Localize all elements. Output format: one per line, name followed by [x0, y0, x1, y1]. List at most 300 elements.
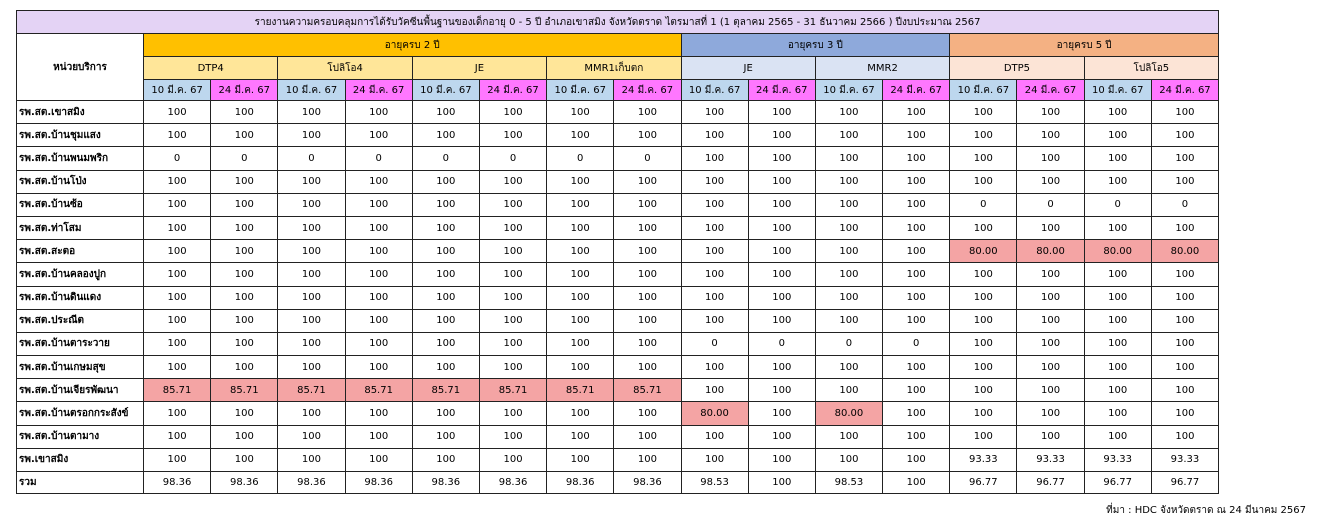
coverage-cell: 100: [412, 286, 479, 309]
coverage-cell: 98.36: [412, 472, 479, 494]
coverage-cell: 100: [883, 147, 950, 170]
coverage-cell: 100: [614, 240, 681, 263]
vaccine-dtp5: DTP5: [950, 57, 1084, 80]
coverage-cell: 100: [950, 402, 1017, 425]
coverage-cell: 100: [211, 286, 278, 309]
coverage-cell: 100: [1151, 147, 1218, 170]
coverage-cell: 100: [1151, 356, 1218, 379]
coverage-cell: 100: [1151, 170, 1218, 193]
table-row: [17, 170, 1219, 193]
coverage-cell: 100: [748, 472, 815, 494]
table-row: [17, 309, 1219, 332]
coverage-cell: 100: [479, 263, 546, 286]
coverage-cell: 100: [1017, 263, 1084, 286]
date-header-cell: 24 มี.ค. 67: [1151, 80, 1218, 101]
coverage-cell: 98.36: [614, 472, 681, 494]
coverage-cell: 100: [412, 216, 479, 239]
vaccine-mmr1: MMR1เก็บตก: [547, 57, 681, 80]
coverage-cell: 100: [1017, 101, 1084, 124]
coverage-cell: 100: [950, 263, 1017, 286]
coverage-cell: 100: [815, 356, 882, 379]
coverage-cell: 100: [412, 309, 479, 332]
coverage-cell: 100: [345, 402, 412, 425]
date-header-cell: 24 มี.ค. 67: [1017, 80, 1084, 101]
coverage-cell: 100: [278, 240, 345, 263]
coverage-cell: 100: [547, 309, 614, 332]
coverage-cell: 100: [211, 402, 278, 425]
table-row: [17, 216, 1219, 239]
coverage-cell: 100: [278, 193, 345, 216]
coverage-cell: 100: [681, 170, 748, 193]
unit-name: รพ.สต.ประณีต: [17, 309, 144, 332]
unit-name: รพ.เขาสมิง: [17, 448, 144, 471]
date-header-cell: 10 มี.ค. 67: [412, 80, 479, 101]
coverage-cell: 100: [681, 356, 748, 379]
coverage-cell: 100: [144, 286, 211, 309]
coverage-cell: 98.36: [278, 472, 345, 494]
coverage-cell: 98.53: [815, 472, 882, 494]
coverage-cell: 100: [681, 379, 748, 402]
coverage-cell: 100: [815, 425, 882, 448]
coverage-cell: 100: [1084, 286, 1151, 309]
coverage-cell: 100: [614, 286, 681, 309]
table-row: [17, 147, 1219, 170]
coverage-cell: 100: [278, 448, 345, 471]
coverage-cell: 100: [345, 356, 412, 379]
coverage-cell: 0: [681, 332, 748, 355]
coverage-cell: 100: [1151, 263, 1218, 286]
unit-name: รพ.สต.สะตอ: [17, 240, 144, 263]
coverage-table: [16, 10, 1219, 494]
coverage-cell: 100: [681, 124, 748, 147]
coverage-cell: 100: [412, 170, 479, 193]
coverage-cell: 100: [1017, 425, 1084, 448]
coverage-cell: 100: [1084, 309, 1151, 332]
coverage-cell: 100: [950, 147, 1017, 170]
coverage-cell: 100: [547, 263, 614, 286]
coverage-cell: 100: [547, 193, 614, 216]
coverage-cell: 93.33: [1151, 448, 1218, 471]
table-row: [17, 101, 1219, 124]
coverage-cell: 100: [681, 216, 748, 239]
coverage-cell: 85.71: [614, 379, 681, 402]
coverage-cell: 100: [883, 309, 950, 332]
coverage-cell: 100: [883, 286, 950, 309]
coverage-cell: 100: [278, 170, 345, 193]
coverage-cell: 100: [950, 309, 1017, 332]
coverage-cell: 100: [1017, 402, 1084, 425]
coverage-cell: 100: [547, 356, 614, 379]
coverage-cell: 100: [614, 193, 681, 216]
coverage-cell: 100: [748, 402, 815, 425]
coverage-cell: 100: [883, 379, 950, 402]
coverage-cell: 100: [748, 240, 815, 263]
coverage-cell: 100: [412, 101, 479, 124]
coverage-cell: 85.71: [144, 379, 211, 402]
coverage-cell: 100: [614, 425, 681, 448]
coverage-cell: 98.53: [681, 472, 748, 494]
coverage-cell: 98.36: [479, 472, 546, 494]
date-header-cell: 10 มี.ค. 67: [547, 80, 614, 101]
coverage-cell: 96.77: [1084, 472, 1151, 494]
coverage-cell: 93.33: [1084, 448, 1151, 471]
coverage-cell: 100: [815, 170, 882, 193]
coverage-cell: 96.77: [1017, 472, 1084, 494]
coverage-cell: 100: [211, 216, 278, 239]
coverage-cell: 100: [278, 309, 345, 332]
coverage-cell: 100: [278, 402, 345, 425]
coverage-cell: 100: [681, 263, 748, 286]
coverage-cell: 100: [547, 240, 614, 263]
coverage-cell: 100: [681, 147, 748, 170]
coverage-cell: 100: [815, 147, 882, 170]
coverage-cell: 100: [950, 332, 1017, 355]
coverage-cell: 100: [681, 286, 748, 309]
coverage-cell: 100: [1084, 263, 1151, 286]
coverage-cell: 100: [211, 240, 278, 263]
coverage-cell: 100: [1151, 309, 1218, 332]
date-header-cell: 10 มี.ค. 67: [950, 80, 1017, 101]
coverage-cell: 100: [345, 170, 412, 193]
coverage-cell: 100: [1084, 379, 1151, 402]
coverage-cell: 100: [547, 448, 614, 471]
coverage-cell: 100: [278, 216, 345, 239]
unit-name: รพ.สต.ท่าโสม: [17, 216, 144, 239]
coverage-cell: 0: [1084, 193, 1151, 216]
coverage-cell: 100: [614, 263, 681, 286]
coverage-cell: 100: [345, 448, 412, 471]
coverage-cell: 100: [278, 425, 345, 448]
coverage-cell: 100: [681, 425, 748, 448]
coverage-cell: 100: [345, 101, 412, 124]
coverage-cell: 100: [614, 216, 681, 239]
unit-name: รพ.สต.บ้านตาระวาย: [17, 332, 144, 355]
coverage-cell: 100: [883, 101, 950, 124]
coverage-cell: 100: [1084, 356, 1151, 379]
coverage-cell: 100: [950, 286, 1017, 309]
coverage-cell: 100: [144, 124, 211, 147]
coverage-cell: 100: [950, 356, 1017, 379]
coverage-cell: 100: [479, 240, 546, 263]
coverage-cell: 100: [883, 472, 950, 494]
coverage-cell: 100: [1084, 124, 1151, 147]
coverage-cell: 100: [278, 101, 345, 124]
coverage-cell: 100: [211, 101, 278, 124]
coverage-cell: 93.33: [950, 448, 1017, 471]
coverage-cell: 100: [144, 448, 211, 471]
unit-name: รพ.สต.บ้านเกษมสุข: [17, 356, 144, 379]
coverage-cell: 100: [883, 402, 950, 425]
coverage-cell: 0: [950, 193, 1017, 216]
coverage-cell: 85.71: [345, 379, 412, 402]
coverage-cell: 0: [278, 147, 345, 170]
age-group-2: อายุครบ 2 ปี: [144, 34, 682, 57]
coverage-cell: 85.71: [211, 379, 278, 402]
age-group-5: อายุครบ 5 ปี: [950, 34, 1219, 57]
coverage-cell: 100: [614, 124, 681, 147]
table-row: [17, 124, 1219, 147]
coverage-cell: 0: [412, 147, 479, 170]
coverage-cell: 100: [1017, 170, 1084, 193]
coverage-cell: 100: [144, 216, 211, 239]
coverage-cell: 100: [479, 286, 546, 309]
date-header-cell: 10 มี.ค. 67: [144, 80, 211, 101]
coverage-cell: 100: [815, 193, 882, 216]
coverage-cell: 100: [479, 170, 546, 193]
coverage-cell: 100: [211, 332, 278, 355]
coverage-cell: 100: [748, 101, 815, 124]
coverage-cell: 100: [883, 193, 950, 216]
coverage-cell: 100: [1084, 402, 1151, 425]
coverage-cell: 100: [211, 193, 278, 216]
coverage-cell: 100: [748, 124, 815, 147]
coverage-cell: 100: [1084, 147, 1151, 170]
table-row: [17, 263, 1219, 286]
coverage-cell: 100: [748, 448, 815, 471]
coverage-cell: 100: [412, 448, 479, 471]
coverage-cell: 100: [815, 379, 882, 402]
coverage-cell: 100: [144, 263, 211, 286]
coverage-cell: 100: [345, 309, 412, 332]
coverage-cell: 100: [748, 379, 815, 402]
coverage-cell: 100: [614, 170, 681, 193]
coverage-cell: 100: [547, 124, 614, 147]
coverage-cell: 100: [412, 193, 479, 216]
coverage-cell: 100: [1151, 402, 1218, 425]
coverage-cell: 100: [479, 425, 546, 448]
unit-name: รพ.สต.บ้านคลองปูก: [17, 263, 144, 286]
unit-name: รวม: [17, 472, 144, 494]
date-header-cell: 24 มี.ค. 67: [479, 80, 546, 101]
coverage-cell: 100: [681, 309, 748, 332]
coverage-cell: 100: [144, 240, 211, 263]
date-header-cell: 24 มี.ค. 67: [748, 80, 815, 101]
coverage-cell: 100: [345, 240, 412, 263]
coverage-cell: 100: [547, 101, 614, 124]
coverage-cell: 98.36: [144, 472, 211, 494]
coverage-cell: 100: [144, 170, 211, 193]
coverage-cell: 96.77: [1151, 472, 1218, 494]
coverage-cell: 100: [211, 263, 278, 286]
coverage-cell: 100: [883, 216, 950, 239]
coverage-cell: 100: [950, 124, 1017, 147]
coverage-cell: 100: [412, 425, 479, 448]
coverage-cell: 100: [278, 124, 345, 147]
coverage-cell: 100: [547, 425, 614, 448]
coverage-cell: 100: [1151, 101, 1218, 124]
coverage-cell: 0: [211, 147, 278, 170]
coverage-cell: 100: [1151, 216, 1218, 239]
coverage-cell: 100: [1017, 332, 1084, 355]
coverage-cell: 0: [144, 147, 211, 170]
coverage-cell: 100: [547, 332, 614, 355]
coverage-cell: 100: [748, 193, 815, 216]
coverage-cell: 100: [211, 309, 278, 332]
table-row: [17, 356, 1219, 379]
age-group-3: อายุครบ 3 ปี: [681, 34, 950, 57]
coverage-cell: 80.00: [1017, 240, 1084, 263]
table-row: [17, 286, 1219, 309]
coverage-cell: 80.00: [815, 402, 882, 425]
coverage-cell: 93.33: [1017, 448, 1084, 471]
coverage-cell: 100: [412, 263, 479, 286]
coverage-cell: 100: [815, 309, 882, 332]
coverage-cell: 100: [345, 425, 412, 448]
coverage-cell: 100: [345, 216, 412, 239]
coverage-cell: 100: [412, 332, 479, 355]
table-row: [17, 425, 1219, 448]
coverage-cell: 100: [614, 448, 681, 471]
coverage-cell: 100: [815, 240, 882, 263]
coverage-cell: 100: [345, 332, 412, 355]
coverage-cell: 100: [345, 124, 412, 147]
coverage-cell: 85.71: [278, 379, 345, 402]
coverage-cell: 100: [1151, 286, 1218, 309]
coverage-cell: 98.36: [547, 472, 614, 494]
coverage-cell: 100: [883, 356, 950, 379]
coverage-cell: 100: [412, 124, 479, 147]
coverage-cell: 100: [748, 356, 815, 379]
coverage-cell: 100: [547, 216, 614, 239]
coverage-cell: 100: [144, 332, 211, 355]
coverage-cell: 100: [1084, 425, 1151, 448]
date-header-row: [17, 80, 1219, 101]
coverage-cell: 100: [815, 101, 882, 124]
coverage-cell: 100: [614, 101, 681, 124]
coverage-cell: 100: [479, 124, 546, 147]
unit-name: รพ.สต.บ้านตามาง: [17, 425, 144, 448]
date-header-cell: 10 มี.ค. 67: [278, 80, 345, 101]
table-row: [17, 379, 1219, 402]
coverage-cell: 100: [1017, 309, 1084, 332]
coverage-cell: 100: [681, 101, 748, 124]
coverage-cell: 100: [815, 124, 882, 147]
coverage-cell: 100: [479, 193, 546, 216]
coverage-cell: 100: [144, 193, 211, 216]
table-row: [17, 332, 1219, 355]
coverage-cell: 100: [1017, 286, 1084, 309]
coverage-cell: 100: [883, 240, 950, 263]
coverage-cell: 100: [748, 147, 815, 170]
coverage-cell: 100: [345, 263, 412, 286]
coverage-cell: 100: [748, 286, 815, 309]
unit-name: รพ.สต.บ้านชุมแสง: [17, 124, 144, 147]
coverage-cell: 98.36: [345, 472, 412, 494]
coverage-cell: 100: [211, 356, 278, 379]
vaccine-polio5: โปลิโอ5: [1084, 57, 1218, 80]
coverage-cell: 100: [547, 286, 614, 309]
coverage-cell: 0: [479, 147, 546, 170]
coverage-cell: 100: [748, 309, 815, 332]
coverage-cell: 0: [614, 147, 681, 170]
coverage-cell: 85.71: [547, 379, 614, 402]
coverage-cell: 100: [1017, 216, 1084, 239]
coverage-cell: 96.77: [950, 472, 1017, 494]
date-header-cell: 10 มี.ค. 67: [1084, 80, 1151, 101]
coverage-cell: 80.00: [950, 240, 1017, 263]
coverage-cell: 0: [345, 147, 412, 170]
coverage-cell: 100: [883, 124, 950, 147]
unit-name: รพ.สต.บ้านดินแดง: [17, 286, 144, 309]
coverage-cell: 100: [547, 402, 614, 425]
coverage-cell: 100: [345, 193, 412, 216]
coverage-cell: 100: [345, 286, 412, 309]
unit-name: รพ.สต.เขาสมิง: [17, 101, 144, 124]
coverage-cell: 0: [883, 332, 950, 355]
coverage-cell: 100: [748, 170, 815, 193]
coverage-cell: 100: [815, 286, 882, 309]
coverage-cell: 100: [1151, 425, 1218, 448]
coverage-cell: 100: [211, 170, 278, 193]
coverage-cell: 100: [815, 216, 882, 239]
coverage-cell: 100: [479, 402, 546, 425]
coverage-cell: 100: [547, 170, 614, 193]
coverage-cell: 80.00: [681, 402, 748, 425]
coverage-cell: 100: [278, 286, 345, 309]
coverage-cell: 100: [479, 101, 546, 124]
coverage-cell: 100: [479, 309, 546, 332]
table-row: [17, 240, 1219, 263]
coverage-cell: 100: [614, 402, 681, 425]
coverage-cell: 100: [144, 425, 211, 448]
vaccine-polio4: โปลิโอ4: [278, 57, 412, 80]
report-title: รายงานความครอบคลุมการได้รับวัคซีนพื้นฐานของเด็กอายุ 0 - 5 ปี อำเภอเขาสมิง จังหวัดตราด ไตรมาสที่ 1 (1 ตุลาคม 2565 - 31 ธันวาคม 2566 ) ปีงบประมาณ 2567: [17, 11, 1219, 34]
unit-header: หน่วยบริการ: [17, 34, 144, 101]
coverage-cell: 100: [950, 101, 1017, 124]
table-row: [17, 402, 1219, 425]
coverage-cell: 100: [681, 193, 748, 216]
coverage-cell: 100: [614, 356, 681, 379]
table-row: [17, 448, 1219, 471]
coverage-cell: 100: [412, 402, 479, 425]
coverage-cell: 100: [883, 263, 950, 286]
unit-name: รพ.สต.บ้านโป่ง: [17, 170, 144, 193]
coverage-cell: 100: [144, 309, 211, 332]
coverage-cell: 98.36: [211, 472, 278, 494]
coverage-cell: 100: [681, 448, 748, 471]
coverage-cell: 100: [748, 216, 815, 239]
coverage-cell: 100: [278, 356, 345, 379]
coverage-cell: 85.71: [412, 379, 479, 402]
coverage-cell: 100: [1151, 332, 1218, 355]
coverage-cell: 100: [479, 448, 546, 471]
coverage-report: [16, 10, 1218, 494]
coverage-cell: 100: [950, 379, 1017, 402]
coverage-cell: 0: [748, 332, 815, 355]
date-header-cell: 24 มี.ค. 67: [883, 80, 950, 101]
total-row: [17, 472, 1219, 494]
coverage-cell: 100: [1017, 356, 1084, 379]
coverage-cell: 100: [479, 332, 546, 355]
coverage-cell: 100: [1084, 332, 1151, 355]
coverage-cell: 100: [1017, 379, 1084, 402]
coverage-cell: 100: [883, 448, 950, 471]
coverage-cell: 100: [815, 263, 882, 286]
coverage-cell: 0: [1151, 193, 1218, 216]
coverage-cell: 80.00: [1151, 240, 1218, 263]
coverage-cell: 100: [211, 124, 278, 147]
coverage-cell: 100: [278, 263, 345, 286]
coverage-cell: 100: [883, 425, 950, 448]
coverage-cell: 100: [748, 425, 815, 448]
coverage-cell: 100: [681, 240, 748, 263]
coverage-cell: 100: [412, 240, 479, 263]
coverage-cell: 0: [815, 332, 882, 355]
coverage-cell: 100: [1084, 101, 1151, 124]
coverage-cell: 100: [144, 356, 211, 379]
unit-name: รพ.สต.บ้านตรอกกระสังข์: [17, 402, 144, 425]
coverage-cell: 100: [211, 448, 278, 471]
